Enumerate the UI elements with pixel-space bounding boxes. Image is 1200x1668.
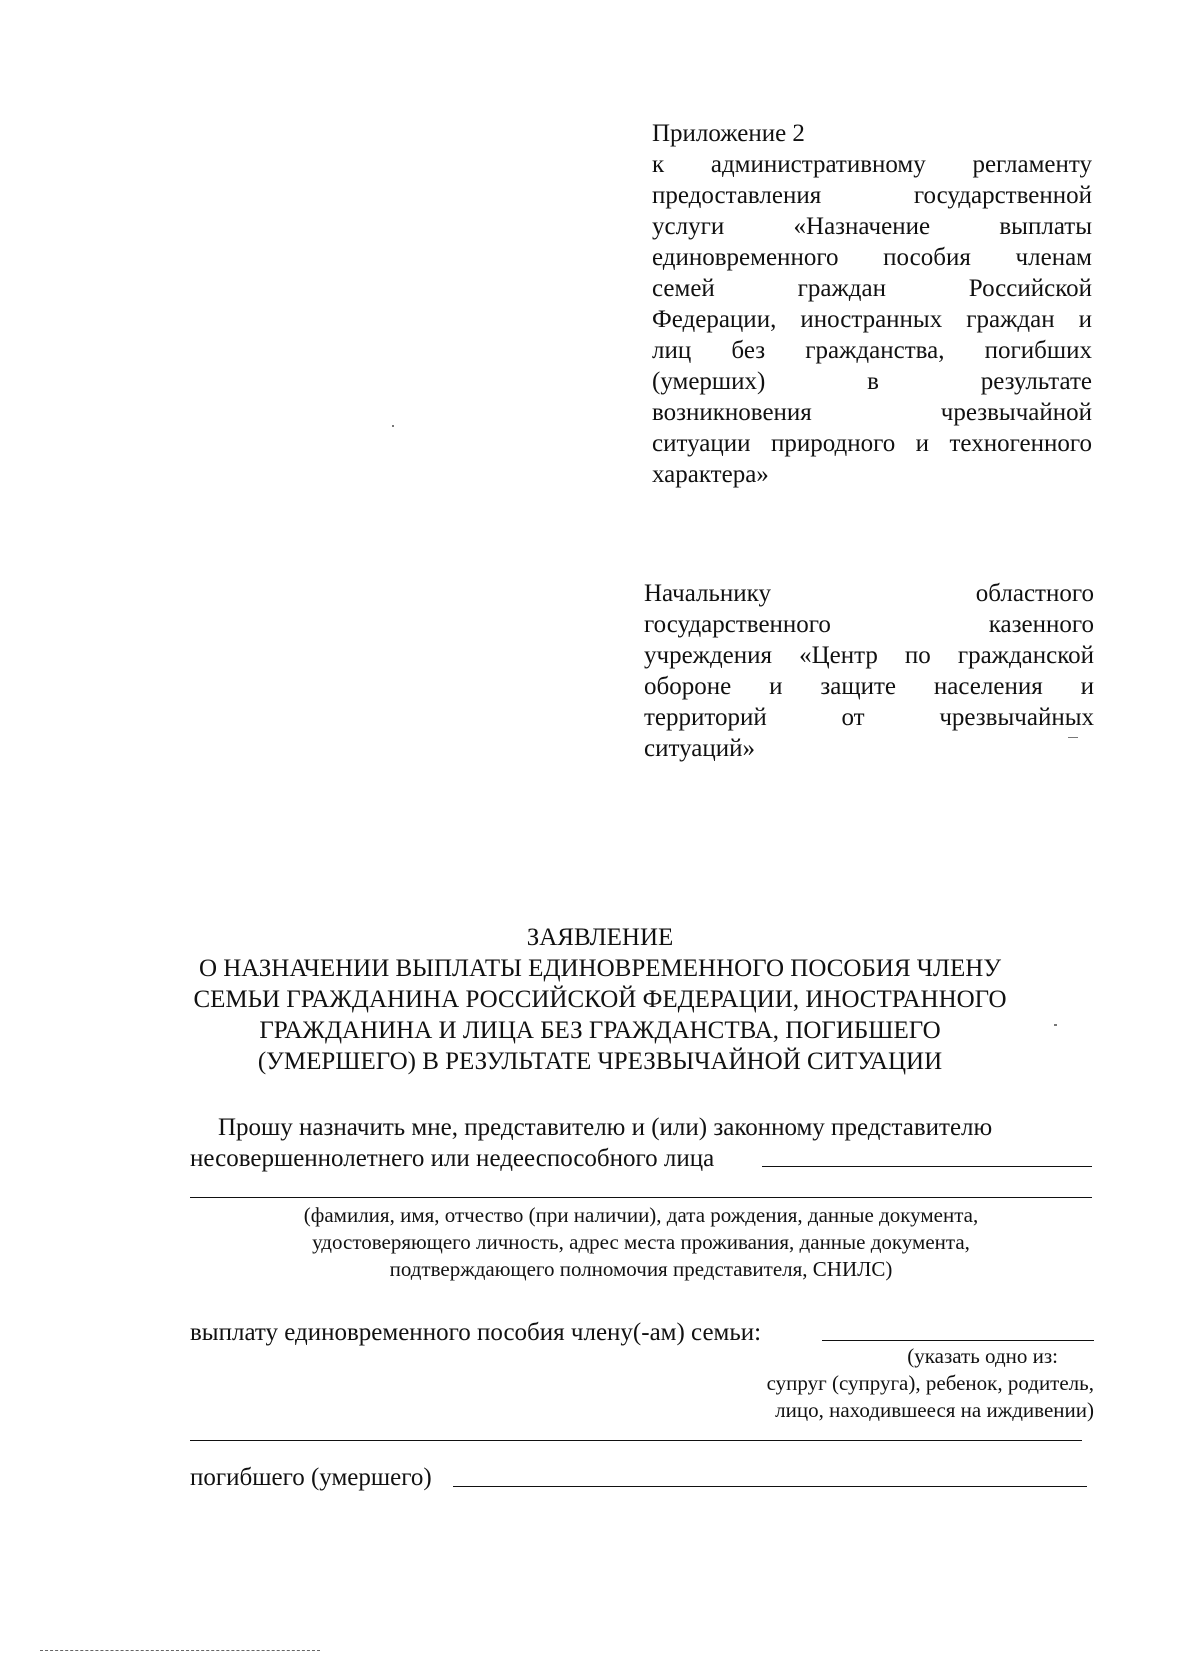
scan-speck <box>1054 1024 1057 1026</box>
appendix-line: предоставления государственной <box>652 182 1092 209</box>
addressee-line: обороне и защите населения и <box>644 673 1094 700</box>
scan-edge-mark <box>40 1650 320 1651</box>
scan-speck <box>1068 737 1078 738</box>
appendix-line: возникновения чрезвычайной <box>652 399 1092 426</box>
addressee-line-last: ситуаций» <box>644 735 755 762</box>
appendix-line: лиц без гражданства, погибших <box>652 337 1092 364</box>
relation-hint-line: (указать одно из: <box>907 1344 1058 1368</box>
deceased-label: погибшего (умершего) <box>190 1464 432 1491</box>
request-text-line1: Прошу назначить мне, представителю и (или) законному представителю <box>218 1114 993 1141</box>
request-text-line2: несовершеннолетнего или недееспособного лица <box>190 1145 715 1172</box>
applicant-name-field[interactable] <box>762 1166 1092 1167</box>
appendix-block <box>652 118 1092 490</box>
appendix-line: к административному регламенту <box>652 151 1092 178</box>
scan-speck <box>392 425 394 427</box>
appendix-line-last: характера» <box>652 461 769 488</box>
appendix-title: Приложение 2 <box>652 120 805 147</box>
applicant-hint-line: (фамилия, имя, отчество (при наличии), дата рождения, данные документа, <box>303 1203 979 1227</box>
deceased-name-field[interactable] <box>453 1486 1087 1487</box>
addressee-line: территорий от чрезвычайных <box>644 704 1094 731</box>
applicant-hint-line: подтверждающего полномочия представителя, СНИЛС) <box>389 1257 893 1281</box>
addressee-line: учреждения «Центр по гражданской <box>644 642 1094 669</box>
heading-line: О НАЗНАЧЕНИИ ВЫПЛАТЫ ЕДИНОВРЕМЕННОГО ПОСОБИЯ ЧЛЕНУ <box>198 955 1002 982</box>
appendix-line: единовременного пособия членам <box>652 244 1092 271</box>
heading-line: СЕМЬИ ГРАЖДАНИНА РОССИЙСКОЙ ФЕДЕРАЦИИ, ИНОСТРАННОГО <box>193 986 1007 1013</box>
family-member-field[interactable] <box>822 1340 1094 1341</box>
applicant-hint-line: удостоверяющего личность, адрес места проживания, данные документа, <box>312 1230 970 1254</box>
appendix-line: Федерации, иностранных граждан и <box>652 306 1092 333</box>
appendix-line: услуги «Назначение выплаты <box>652 213 1092 240</box>
appendix-line: семей граждан Российской <box>652 275 1092 302</box>
addressee-line: государственного казенного <box>644 611 1094 638</box>
appendix-line: ситуации природного и техногенного <box>652 430 1092 457</box>
relation-extra-field[interactable] <box>190 1440 1082 1441</box>
payment-label: выплату единовременного пособия члену(-ам) семьи: <box>190 1319 762 1346</box>
applicant-details-field[interactable] <box>190 1197 1092 1198</box>
heading-line: (УМЕРШЕГО) В РЕЗУЛЬТАТЕ ЧРЕЗВЫЧАЙНОЙ СИТУАЦИИ <box>257 1048 943 1075</box>
addressee-line: Начальнику областного <box>644 580 1094 607</box>
relation-hint-line: супруг (супруга), ребенок, родитель, <box>766 1371 1094 1395</box>
relation-hint-line: лицо, находившееся на иждивении) <box>775 1398 1094 1422</box>
heading-line: ЗАЯВЛЕНИЕ <box>526 924 674 951</box>
addressee-block <box>644 578 1094 764</box>
appendix-line: (умерших) в результате <box>652 368 1092 395</box>
application-heading <box>150 922 1050 1077</box>
heading-line: ГРАЖДАНИНА И ЛИЦА БЕЗ ГРАЖДАНСТВА, ПОГИБШЕГО <box>259 1017 941 1044</box>
